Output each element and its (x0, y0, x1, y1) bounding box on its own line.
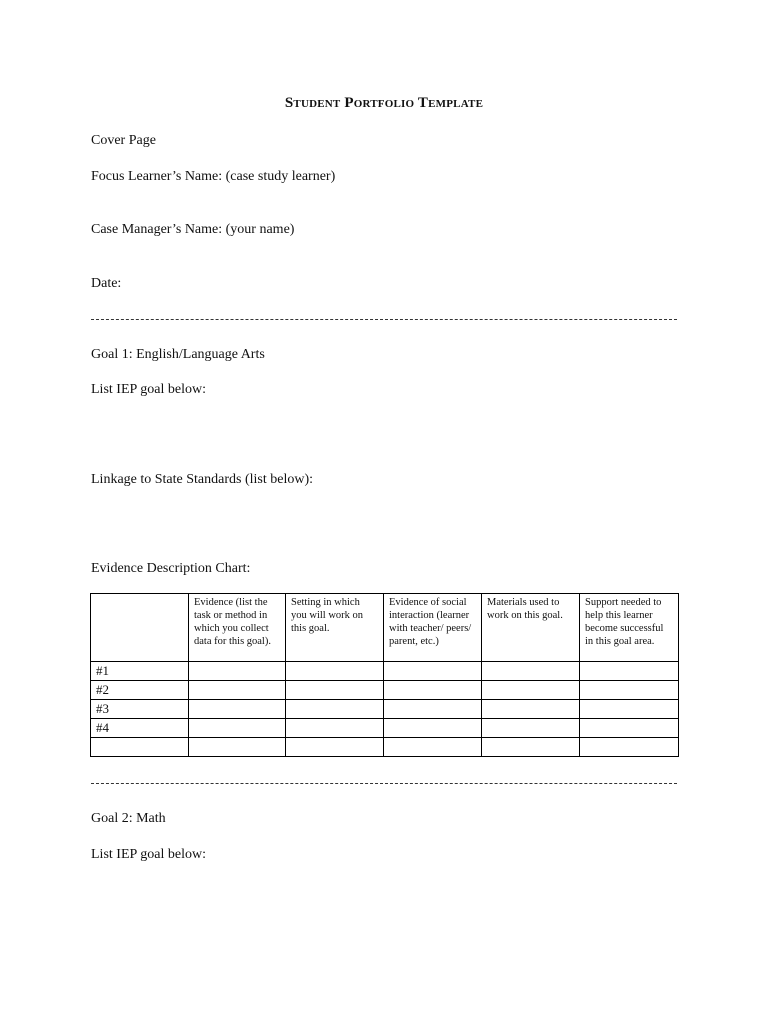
row-label-cell[interactable]: #4 (91, 719, 189, 738)
header-cell-materials: Materials used to work on this goal. (482, 594, 580, 662)
table-cell[interactable] (384, 662, 482, 681)
page-title: Student Portfolio Template (284, 95, 484, 111)
table-cell[interactable] (384, 738, 482, 757)
goal1-heading: Goal 1: English/Language Arts (91, 347, 265, 362)
goal1-iep-label: List IEP goal below: (91, 382, 206, 397)
table-cell[interactable] (189, 719, 286, 738)
row-label-cell[interactable]: #2 (91, 681, 189, 700)
table-row (91, 700, 679, 719)
table-cell[interactable] (189, 700, 286, 719)
table-cell[interactable] (384, 681, 482, 700)
table-row (91, 719, 679, 738)
table-cell[interactable] (286, 681, 384, 700)
table-cell[interactable] (286, 700, 384, 719)
row-label-cell[interactable] (91, 738, 189, 757)
goal2-heading: Goal 2: Math (91, 811, 166, 826)
table-cell[interactable] (189, 681, 286, 700)
header-cell-social-interaction: Evidence of social interaction (learner with teacher/ peers/ parent, etc.) (384, 594, 482, 662)
goal2-iep-label: List IEP goal below: (91, 847, 206, 862)
table-cell[interactable] (189, 662, 286, 681)
table-cell[interactable] (580, 662, 679, 681)
date-line: Date: (91, 276, 122, 291)
table-cell[interactable] (580, 681, 679, 700)
table-cell[interactable] (482, 738, 580, 757)
section-divider-2 (91, 783, 677, 784)
table-cell[interactable] (286, 662, 384, 681)
table-cell[interactable] (384, 700, 482, 719)
table-cell[interactable] (482, 662, 580, 681)
table-header-row (91, 594, 679, 662)
row-label-cell[interactable]: #3 (91, 700, 189, 719)
evidence-chart-label: Evidence Description Chart: (91, 561, 251, 576)
table-cell[interactable] (286, 719, 384, 738)
table-cell[interactable] (482, 719, 580, 738)
header-cell-support: Support needed to help this learner become successful in this goal area. (580, 594, 679, 662)
table-cell[interactable] (580, 719, 679, 738)
case-manager-name-line: Case Manager’s Name: (your name) (91, 222, 295, 237)
header-cell-blank (91, 594, 189, 662)
row-label-cell[interactable]: #1 (91, 662, 189, 681)
table-cell[interactable] (384, 719, 482, 738)
table-cell[interactable] (580, 700, 679, 719)
evidence-description-table (90, 593, 679, 757)
table-row (91, 662, 679, 681)
table-row (91, 681, 679, 700)
focus-learner-name-line: Focus Learner’s Name: (case study learner) (91, 169, 336, 184)
table-cell[interactable] (189, 738, 286, 757)
table-cell[interactable] (580, 738, 679, 757)
section-divider (91, 319, 677, 320)
table-cell[interactable] (482, 700, 580, 719)
table-row (91, 738, 679, 757)
header-cell-setting: Setting in which you will work on this goal. (286, 594, 384, 662)
cover-page-label: Cover Page (91, 133, 156, 148)
table-cell[interactable] (286, 738, 384, 757)
table-cell[interactable] (482, 681, 580, 700)
goal1-standards-label: Linkage to State Standards (list below): (91, 472, 314, 487)
header-cell-evidence: Evidence (list the task or method in which you collect data for this goal). (189, 594, 286, 662)
